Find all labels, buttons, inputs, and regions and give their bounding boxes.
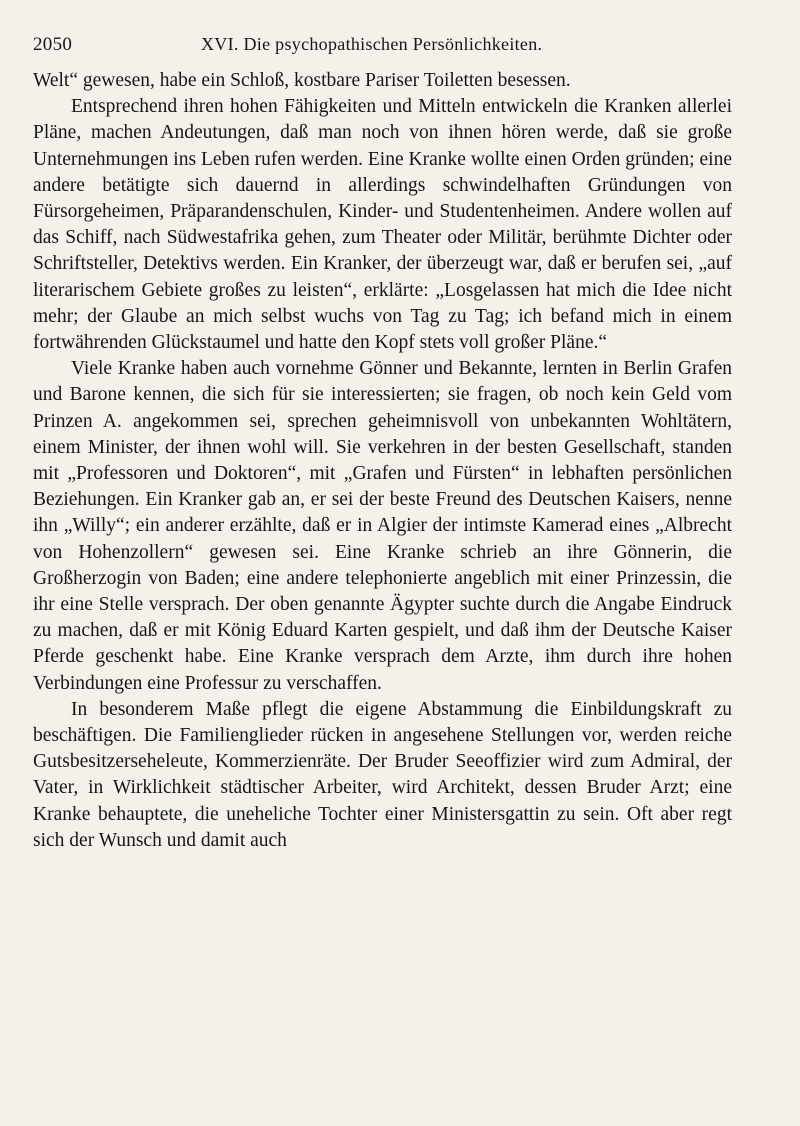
page-number: 2050 (33, 34, 73, 55)
body-text (33, 68, 732, 854)
paragraph: Viele Kranke haben auch vornehme Gönner und Bekannte, lernten in Berlin Grafen und Barone kennen, die sich für sie interessierten; sie fragen, ob noch kein Geld vom Prinzen A. angekommen sei, sprechen geheimnisvoll von unbekannten Wohltätern, einem Minister, der ihnen wohl will. Sie verkehren in der besten Gesellschaft, standen mit „Professoren und Doktoren“, mit „Grafen und Fürsten“ in lebhaften persönlichen Beziehungen. Ein Kranker gab an, er sei der beste Freund des Deutschen Kaisers, nenne ihn „Willy“; ein anderer erzählte, daß er in Algier der intimste Kamerad eines „Albrecht von Hohenzollern“ gewesen sei. Eine Kranke schrieb an ihre Gönnerin, die Großherzogin von Baden; eine andere telephonierte angeblich mit einer Prinzessin, die ihr eine Stelle versprach. Der oben genannte Ägypter suchte durch die Angabe Eindruck zu machen, daß er mit König Eduard Karten gespielt, und daß ihm der Deutsche Kaiser Pferde geschenkt habe. Eine Kranke versprach dem Arzte, ihm durch ihre hohen Verbindungen eine Professur zu verschaffen. (33, 358, 732, 694)
paragraph: In besonderem Maße pflegt die eigene Abstammung die Einbildungskraft zu beschäftigen. Die Familienglieder rücken in angesehene Stellungen vor, werden reiche Gutsbesitzerseheleute, Kommerzienräte. Der Bruder Seeoffizier wird zum Admiral, der Vater, in Wirklichkeit städtischer Arbeiter, wird Architekt, dessen Bruder Arzt; eine Kranke behauptete, die uneheliche Tochter einer Ministersgattin zu sein. Oft aber regt sich der Wunsch und damit auch (33, 698, 732, 851)
running-head: XVI. Die psychopathischen Persönlichkeiten. (201, 34, 543, 54)
paragraph: Entsprechend ihren hohen Fähigkeiten und Mitteln entwickeln die Kranken allerlei Pläne, machen Andeutungen, daß man noch von ihnen hören werde, daß sie große Unternehmungen ins Leben rufen werden. Eine Kranke wollte einen Orden gründen; eine andere betätigte sich dauernd in allerdings schwindelhaften Gründungen von Fürsorgeheimen, Präparandenschulen, Kinder- und Studentenheimen. Andere wollen auf das Schiff, nach Südwestafrika gehen, zum Theater oder Militär, berühmte Dichter oder Schriftsteller, Detektivs werden. Ein Kranker, der überzeugt war, daß er berufen sei, „auf literarischem Gebiete großes zu leisten“, erklärte: „Losgelassen hat mich die Idee nicht mehr; der Glaube an mich selbst wuchs von Tag zu Tag; ich befand mich in einem fortwährenden Glückstaumel und hatte den Kopf stets voll großer Pläne.“ (33, 96, 732, 354)
paragraph-continuation: Welt“ gewesen, habe ein Schloß, kostbare Pariser Toiletten besessen. (33, 70, 571, 91)
page-header (33, 28, 732, 62)
